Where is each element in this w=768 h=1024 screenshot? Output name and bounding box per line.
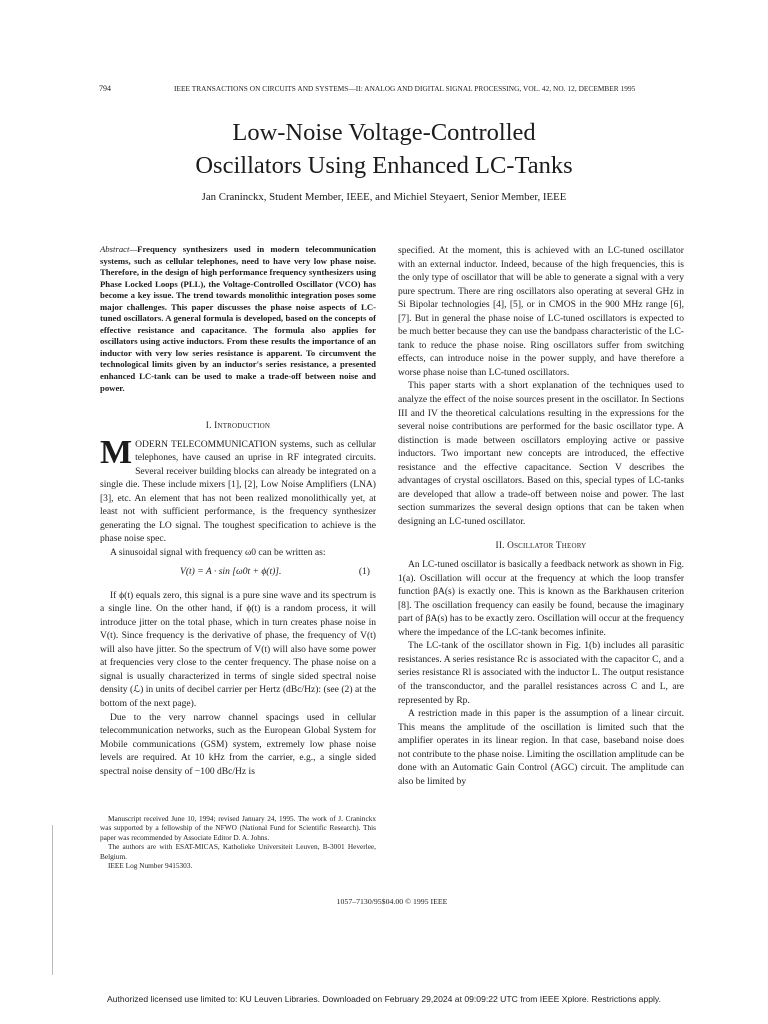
abstract-text: Frequency synthesizers used in modern telecommunication systems, such as cellular telephones, need to have very low phase noise. Therefore, in the design of high performance frequency synthesizers using Phase Locked Loops (PLL), the Voltage-Controlled Oscillator (VCO) has become a key issue. The trend towards monolithic integration poses some major challenges. This paper discusses the phase noise aspects of LC-tuned oscillators. A general formula is developed, based on the concepts of effective resistance and capacitance. The formula also applies for oscillators using active inductors. From these results the importance of an inductor with very low series resistance is apparent. To circumvent the technological limits given by an inductor's series resistance, a presented enhanced LC-tank can be used to make a trade-off between noise and power. <box>100 244 376 393</box>
footnote-affiliation: The authors are with ESAT-MICAS, Katholieke Universiteit Leuven, B-3001 Heverlee, Belgium. <box>100 842 376 861</box>
intro-paragraph-2: A sinusoidal signal with frequency ω0 can be written as: <box>110 547 326 559</box>
equation-body: V(t) = A · sin [ω0t + ϕ(t)]. <box>180 565 282 577</box>
theory-paragraph-3: A restriction made in this paper is the assumption of a linear circuit. This means the amplitude of the oscillation is limited such that the amplifier operates in its linear region. In that case, baseband noise does not contribute to the phase noise. Limiting the oscillation amplitude can be done with an Automatic Gain Control (AGC) circuit. The amplitude can also be limited by <box>398 708 684 787</box>
running-head: IEEE TRANSACTIONS ON CIRCUITS AND SYSTEMS—II: ANALOG AND DIGITAL SIGNAL PROCESSING, VOL. 42, NO. 12, DECEMBER 1995 <box>174 84 636 93</box>
footnote-log-number: IEEE Log Number 9415303. <box>108 861 193 871</box>
intro-paragraph-1 <box>100 433 376 546</box>
section-heading-introduction: I. Introduction <box>205 421 271 432</box>
section-heading-oscillator-theory: II. Oscillator Theory <box>495 541 587 552</box>
theory-paragraph-2: The LC-tank of the oscillator shown in Fig. 1(b) includes all parasitic resistances. A series resistance Rc is associated with the capacitor C, and a series resistance Rl is associated with the inductor L. The output resistance of the transconductor, and the parallel resistances across C and L, are represented by Rp. <box>398 640 684 706</box>
title-line-2: Oscillators Using Enhanced LC-Tanks <box>195 152 573 179</box>
drop-cap: M <box>100 433 133 471</box>
page-number: 794 <box>99 84 111 93</box>
intro-paragraph-4: Due to the very narrow channel spacings used in cellular telecommunication networks, such as the European Global System for Mobile communications (GSM) system, extremely low phase noise levels are required. At 10 kHz from the carrier, e.g., a single sided spectral noise density of −100 dBc/Hz is <box>100 711 376 777</box>
abstract <box>100 244 376 394</box>
margin-line <box>52 825 53 975</box>
equation-1 <box>100 563 376 584</box>
right-column <box>398 244 684 788</box>
right-paragraph-2: This paper starts with a short explanation of the techniques used to analyze the effect of the noise sources present in the oscillator. In Sections III and IV the theoretical calculations resulting in the expressions for the several noise contributions are performed for the basic oscillator type. A distinction is made between oscillators employing active or passive inductors. Two important new concepts are introduced, the effective resistance and the effective capacitance. Section V describes the advantages of crystal oscillators. Based on this, special types of LC-tanks are developed that allow a trade-off between noise and power. The last section summarizes the several design options that can be taken when designing an LC-tuned oscillator. <box>398 380 684 527</box>
intro-paragraph-1-text: ODERN TELECOMMUNICATION systems, such as cellular telephones, have caused an uprise in RF integrated circuits. Several receiver building blocks can already be integrated on a single die. These include mixers [1], [2], Low Noise Amplifiers (LNA) [3], etc. An element that has not been realized monolithically yet, at least not with sufficient performance, is the frequency synthesizer generating the LO signal. The toughest specification to achieve is the phase noise spec. <box>100 438 376 545</box>
title-line-1: Low-Noise Voltage-Controlled <box>232 119 536 146</box>
equation-number: (1) <box>358 565 370 577</box>
intro-paragraph-3: If ϕ(t) equals zero, this signal is a pure sine wave and its spectrum is a single line. On the other hand, if ϕ(t) is a random process, it will introduce jitter on the total phase, which in turn creates phase noise in V(t). Since frequency is the derivative of phase, the frequency of V(t) will also have jitter. So the spectrum of V(t) will also have some power at frequencies very close to the center frequency. The phase noise on a signal is usually characterized in terms of single sided spectral noise density (ℒ) in units of decibel carrier per Hertz (dBc/Hz): (see (2) at the bottom of the next page). <box>100 589 376 709</box>
right-paragraph-1: specified. At the moment, this is achieved with an LC-tuned oscillator with an external inductor. Indeed, because of the high frequencies, this is the only type of oscillator that will be able to generate a signal with a very pure spectrum. There are ring oscillators also operating at several GHz in Si Bipolar technologies [4], [5], or in CMOS in the 900 MHz range [6], [7]. But in general the phase noise of LC-tuned oscillators is expected to be much better because they can use the bandpass characteristic of the LC-tank to reduce the phase noise. Ring oscillators suffer from switching effects, can introduce noise in the power supply, and have therefore a worse phase noise than LC-tuned oscillators. <box>398 245 684 378</box>
theory-paragraph-1: An LC-tuned oscillator is basically a feedback network as shown in Fig. 1(a). Oscillation will occur at the frequency at which the loop transfer function βA(s) is exactly one. This is known as the Barkhausen criterion [8]. The oscillation frequency can easily be found, because the imaginary part of βA(s) has to be exactly zero. Oscillation will occur at the frequency where the impedance of the LC-tank becomes infinite. <box>398 559 684 638</box>
paper-title <box>60 116 708 182</box>
license-notice: Authorized licensed use limited to: KU Leuven Libraries. Downloaded on February 29,2024 at 09:09:22 UTC from IEEE Xplore. Restrictions apply. <box>107 994 661 1004</box>
author-line: Jan Craninckx, Student Member, IEEE, and Michiel Steyaert, Senior Member, IEEE <box>201 191 567 203</box>
copyright-code: 1057–7130/95$04.00 © 1995 IEEE <box>336 897 448 906</box>
footnote-manuscript: Manuscript received June 10, 1994; revised January 24, 1995. The work of J. Craninckx was supported by a fellowship of the NFWO (National Fund for Scientific Research). This paper was recommended by Associate Editor D. A. Johns. <box>100 814 376 842</box>
abstract-label: Abstract— <box>100 244 138 254</box>
left-column <box>100 244 376 778</box>
footnotes <box>100 814 376 871</box>
